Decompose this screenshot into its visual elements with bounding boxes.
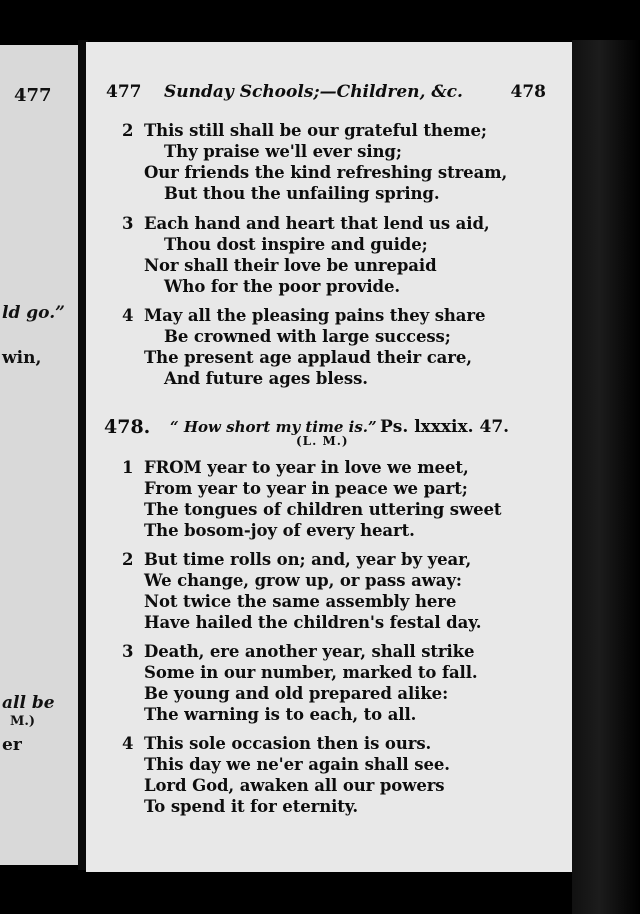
stanza-number: 3: [122, 214, 134, 233]
facing-fragment: all be: [2, 693, 55, 713]
page-number: 478: [510, 82, 546, 102]
verse-line: Be crowned with large success;: [164, 327, 451, 346]
stanza: [86, 214, 572, 298]
verse-line: Thou dost inspire and guide;: [164, 235, 428, 254]
verse-line: 2 But time rolls on; and, year by year,: [122, 550, 472, 569]
verse-line: Not twice the same assembly here: [144, 592, 457, 611]
book-page: [86, 42, 572, 872]
verse-line: Thy praise we'll ever sing;: [164, 142, 402, 161]
stanza: [86, 642, 572, 726]
stanza-number: 2: [122, 550, 134, 569]
hymn-title: “ How short my time is.”: [170, 418, 377, 436]
verse-line: But thou the unfailing spring.: [164, 184, 440, 203]
verse-line: Some in our number, marked to fall.: [144, 663, 478, 682]
verse-line: 4 May all the pleasing pains they share: [122, 306, 486, 325]
stanza-number: 1: [122, 458, 134, 477]
verse-line: The warning is to each, to all.: [144, 705, 417, 724]
stanza: [86, 121, 572, 205]
facing-fragment: er: [2, 735, 22, 755]
verse-line: Lord God, awaken all our powers: [144, 776, 445, 795]
page-edge-shadow: [572, 40, 640, 914]
verse-line: 2 This still shall be our grateful theme;: [122, 121, 487, 140]
stanza-number: 4: [122, 734, 134, 753]
verse-line: Have hailed the children's festal day.: [144, 613, 482, 632]
running-header: [106, 82, 546, 106]
stanza-number: 4: [122, 306, 134, 325]
verse-line: The present age applaud their care,: [144, 348, 472, 367]
verse-line: Who for the poor provide.: [164, 277, 401, 296]
verse-line: The bosom-joy of every heart.: [144, 521, 415, 540]
verse-line: To spend it for eternity.: [144, 797, 359, 816]
stanza-number: 2: [122, 121, 134, 140]
hymn-meter: (L. M.): [296, 434, 349, 448]
scripture-reference: Ps. lxxxix. 47.: [380, 417, 510, 437]
stanza-number: 3: [122, 642, 134, 661]
verse-line: 1 FROM year to year in love we meet,: [122, 458, 469, 477]
running-title: Sunday Schools;—Children, &c.: [164, 82, 463, 102]
verse-line: Nor shall their love be unrepaid: [144, 256, 437, 275]
header-left-number: 477: [106, 82, 142, 102]
stanza: [86, 458, 572, 542]
verse-line: 4 This sole occasion then is ours.: [122, 734, 432, 753]
facing-fragment: win,: [2, 348, 42, 368]
verse-line: Be young and old prepared alike:: [144, 684, 449, 703]
verse-line: Our friends the kind refreshing stream,: [144, 163, 508, 182]
verse-line: This day we ne'er again shall see.: [144, 755, 450, 774]
facing-fragment: M.): [10, 714, 36, 729]
verse-line: We change, grow up, or pass away:: [144, 571, 462, 590]
verse-line: From year to year in peace we part;: [144, 479, 468, 498]
verse-line: 3 Death, ere another year, shall strike: [122, 642, 475, 661]
stanza: [86, 734, 572, 818]
verse-line: The tongues of children uttering sweet: [144, 500, 502, 519]
hymn-number: 478.: [104, 416, 151, 438]
facing-fragment: ld go.”: [2, 303, 65, 323]
facing-page: [0, 45, 80, 865]
verse-line: 3 Each hand and heart that lend us aid,: [122, 214, 490, 233]
verse-line: And future ages bless.: [164, 369, 368, 388]
facing-page-number: 477: [14, 85, 52, 106]
stanza: [86, 306, 572, 390]
stanza: [86, 550, 572, 634]
